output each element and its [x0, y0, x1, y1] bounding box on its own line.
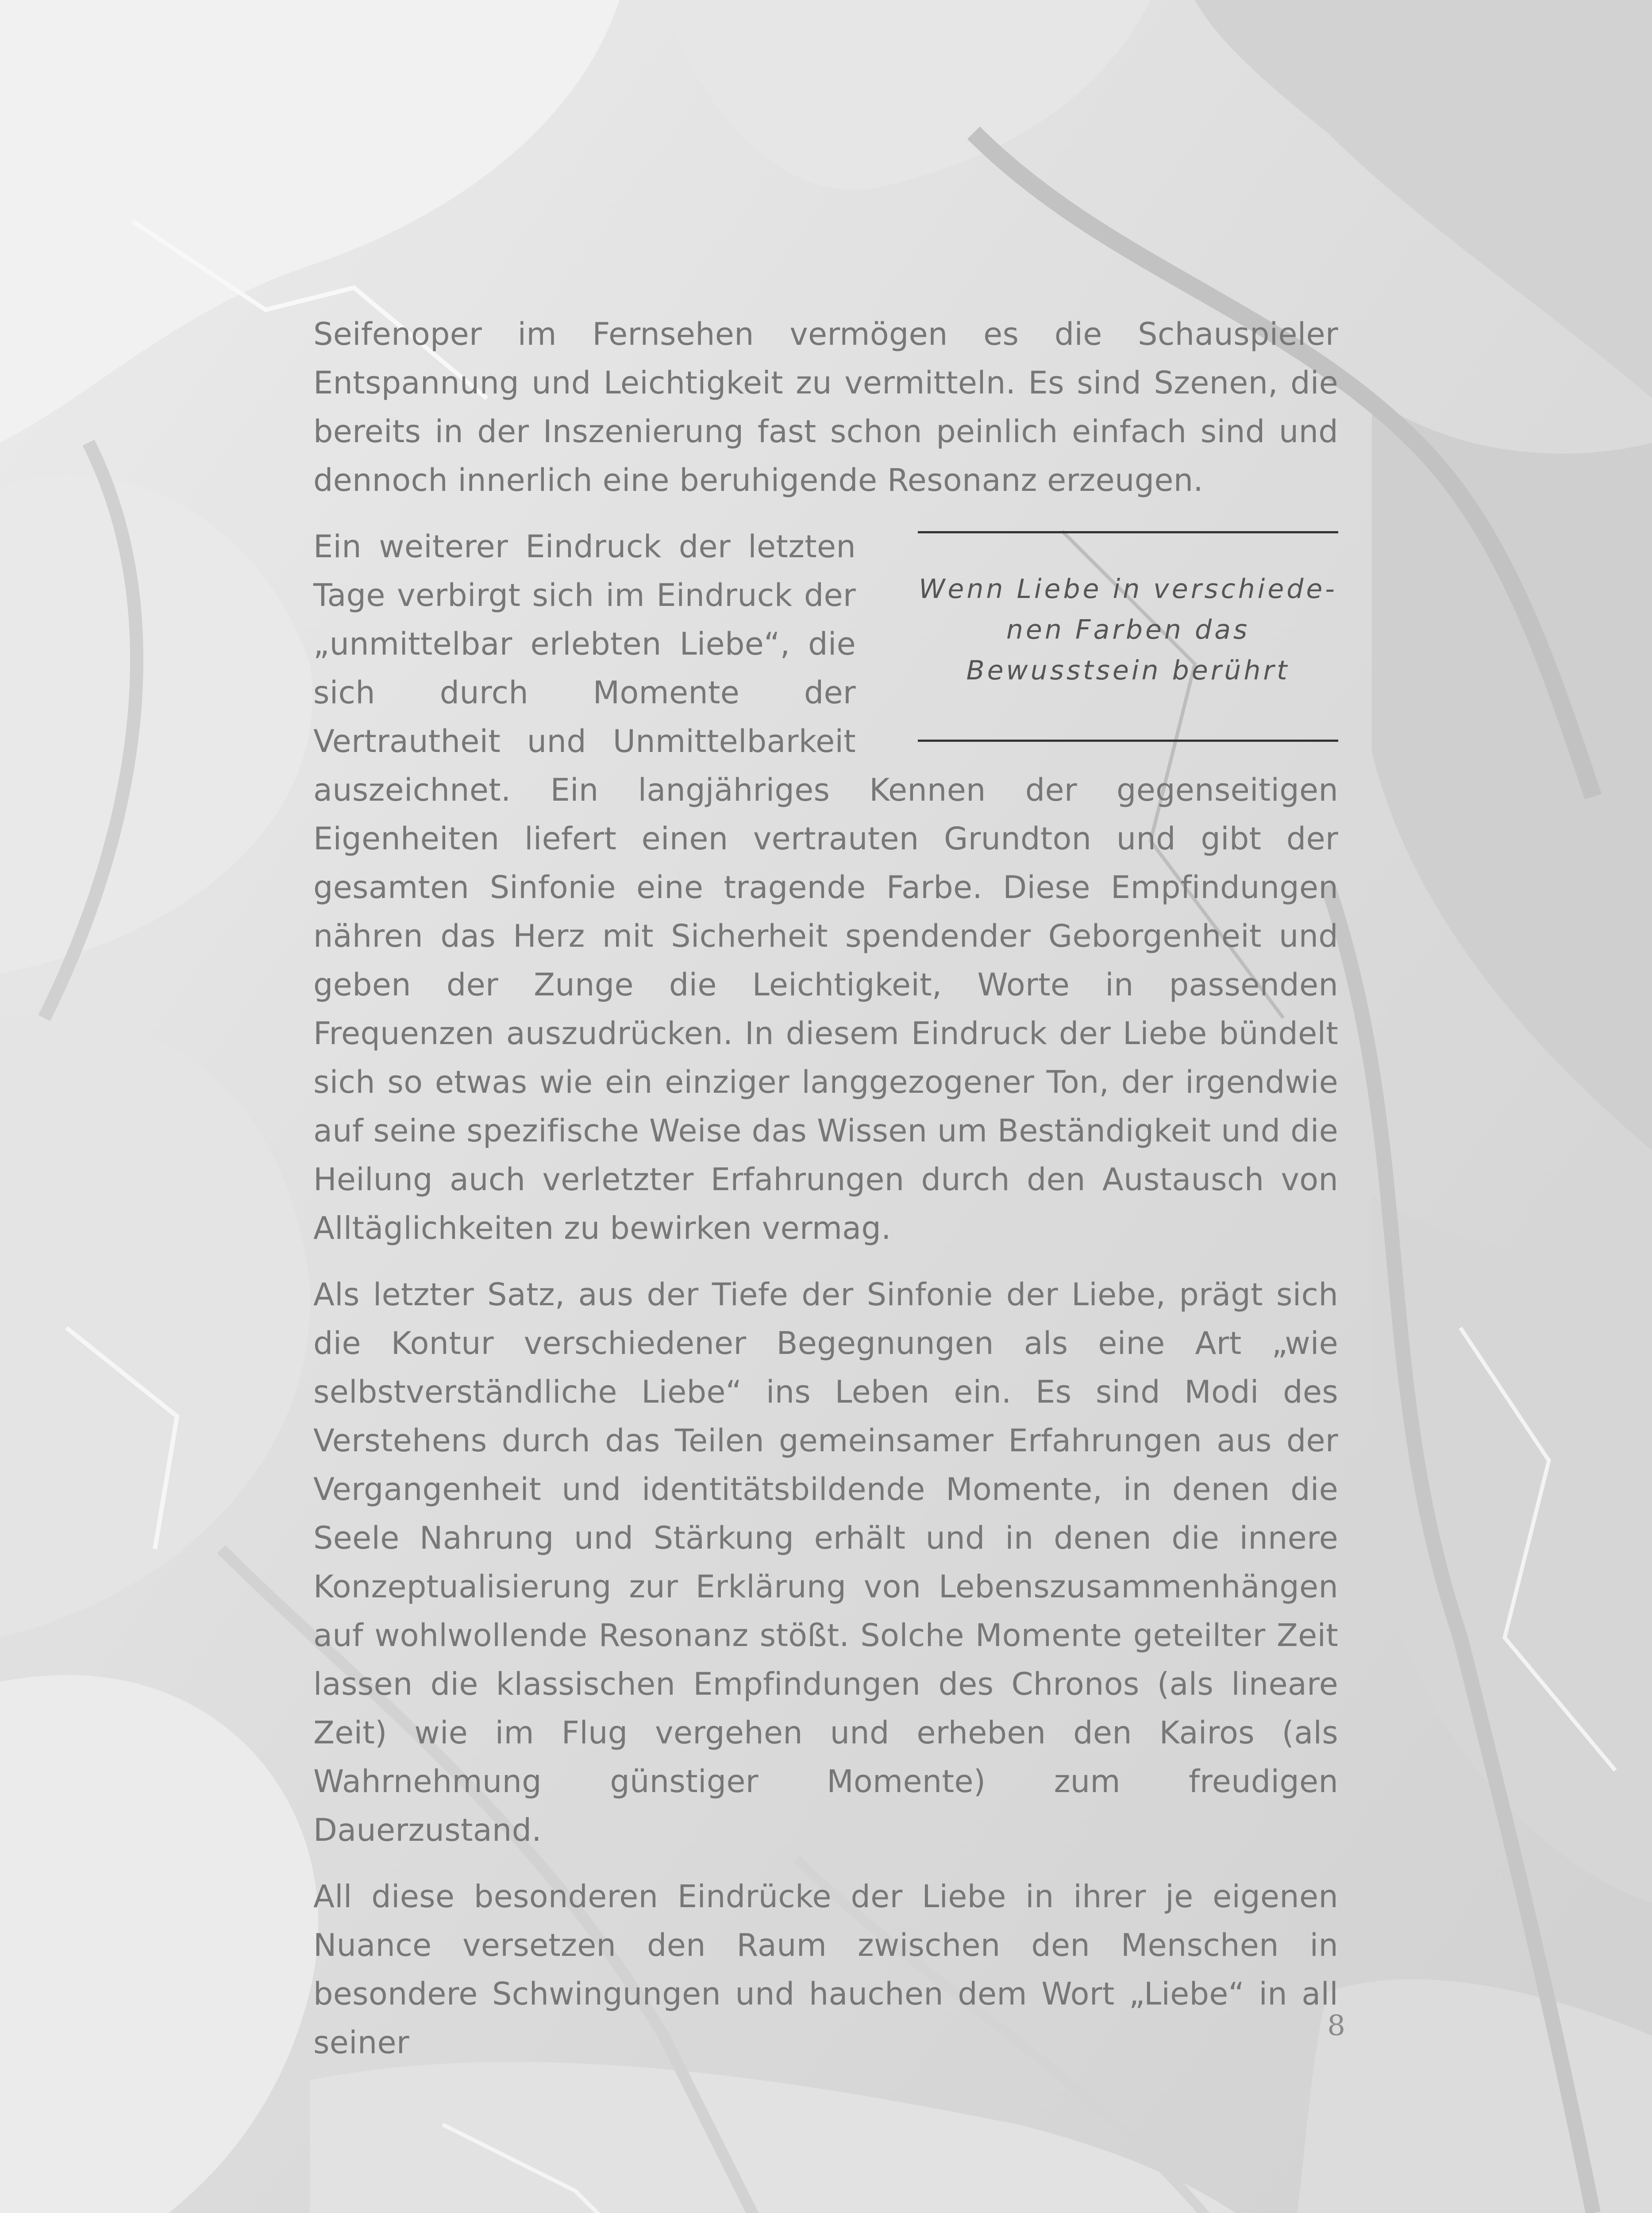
paragraph-4: All diese besonderen Eindrücke der Liebe in ihrer je eigenen Nuance versetzen den Raum zwischen den Menschen in besondere Schwingungen und hauchen dem Wort „Liebe“ in all seiner [313, 1878, 1338, 2061]
body-text-column [313, 310, 1338, 2085]
pull-quote [918, 531, 1338, 742]
pull-quote-line-2: nen Farben das [1006, 614, 1250, 645]
paragraph-2: Ein weiterer Eindruck der letzten Tage verbirgt sich im Eindruck der „unmittelbar erlebten Liebe“, die sich durch Momente der Vertrautheit und Unmittelbarkeit auszeichnet. Ein langjähriges Kennen der gegenseitigen Eigenheiten liefert einen vertrauten Grundton und gibt der gesamten Sinfonie eine tragende Farbe. Diese Empfindungen nähren das Herz mit Sicherheit spendender Geborgenheit und geben der Zunge die Leichtigkeit, Worte in passenden Frequenzen auszudrücken. In diesem Eindruck der Liebe bündelt sich so etwas wie ein einziger langgezogener Ton, der irgendwie auf seine spezifische Weise das Wissen um Beständigkeit und die Heilung auch verletzter Erfahrungen durch den Austausch von Alltäglichkeiten zu bewirken vermag. [313, 528, 1338, 1246]
pull-quote-line-3: Bewusstsein berührt [966, 655, 1290, 686]
pull-quote-line-1: Wenn Liebe in verschiede- [919, 574, 1337, 605]
pull-quote-top-rule [918, 531, 1338, 533]
paragraph-1: Seifenoper im Fernsehen vermögen es die Schauspieler Entspannung und Leichtigkeit zu vermitteln. Es sind Szenen, die bereits in der Inszenierung fast schon peinlich einfach sind und dennoch innerlich eine beruhigende Resonanz erzeugen. [313, 316, 1338, 498]
page-number: 8 [1327, 2009, 1345, 2042]
paragraph-3: Als letzter Satz, aus der Tiefe der Sinfonie der Liebe, prägt sich die Kontur verschiedener Begegnungen als eine Art „wie selbstverständliche Liebe“ ins Leben ein. Es sind Modi des Verstehens durch das Teilen gemeinsamer Erfahrungen aus der Vergangenheit und identitätsbildende Momente, in denen die Seele Nahrung und Stärkung erhält und in denen die innere Konzeptualisierung zur Erklärung von Lebenszusammenhängen auf wohlwollende Resonanz stößt. Solche Momente geteilter Zeit lassen die klassischen Empfindungen des Chronos (als lineare Zeit) wie im Flug vergehen und erheben den Kairos (als Wahrnehmung günstiger Momente) zum freudigen Dauerzustand. [313, 1276, 1338, 1848]
pull-quote-bottom-rule [918, 740, 1338, 742]
